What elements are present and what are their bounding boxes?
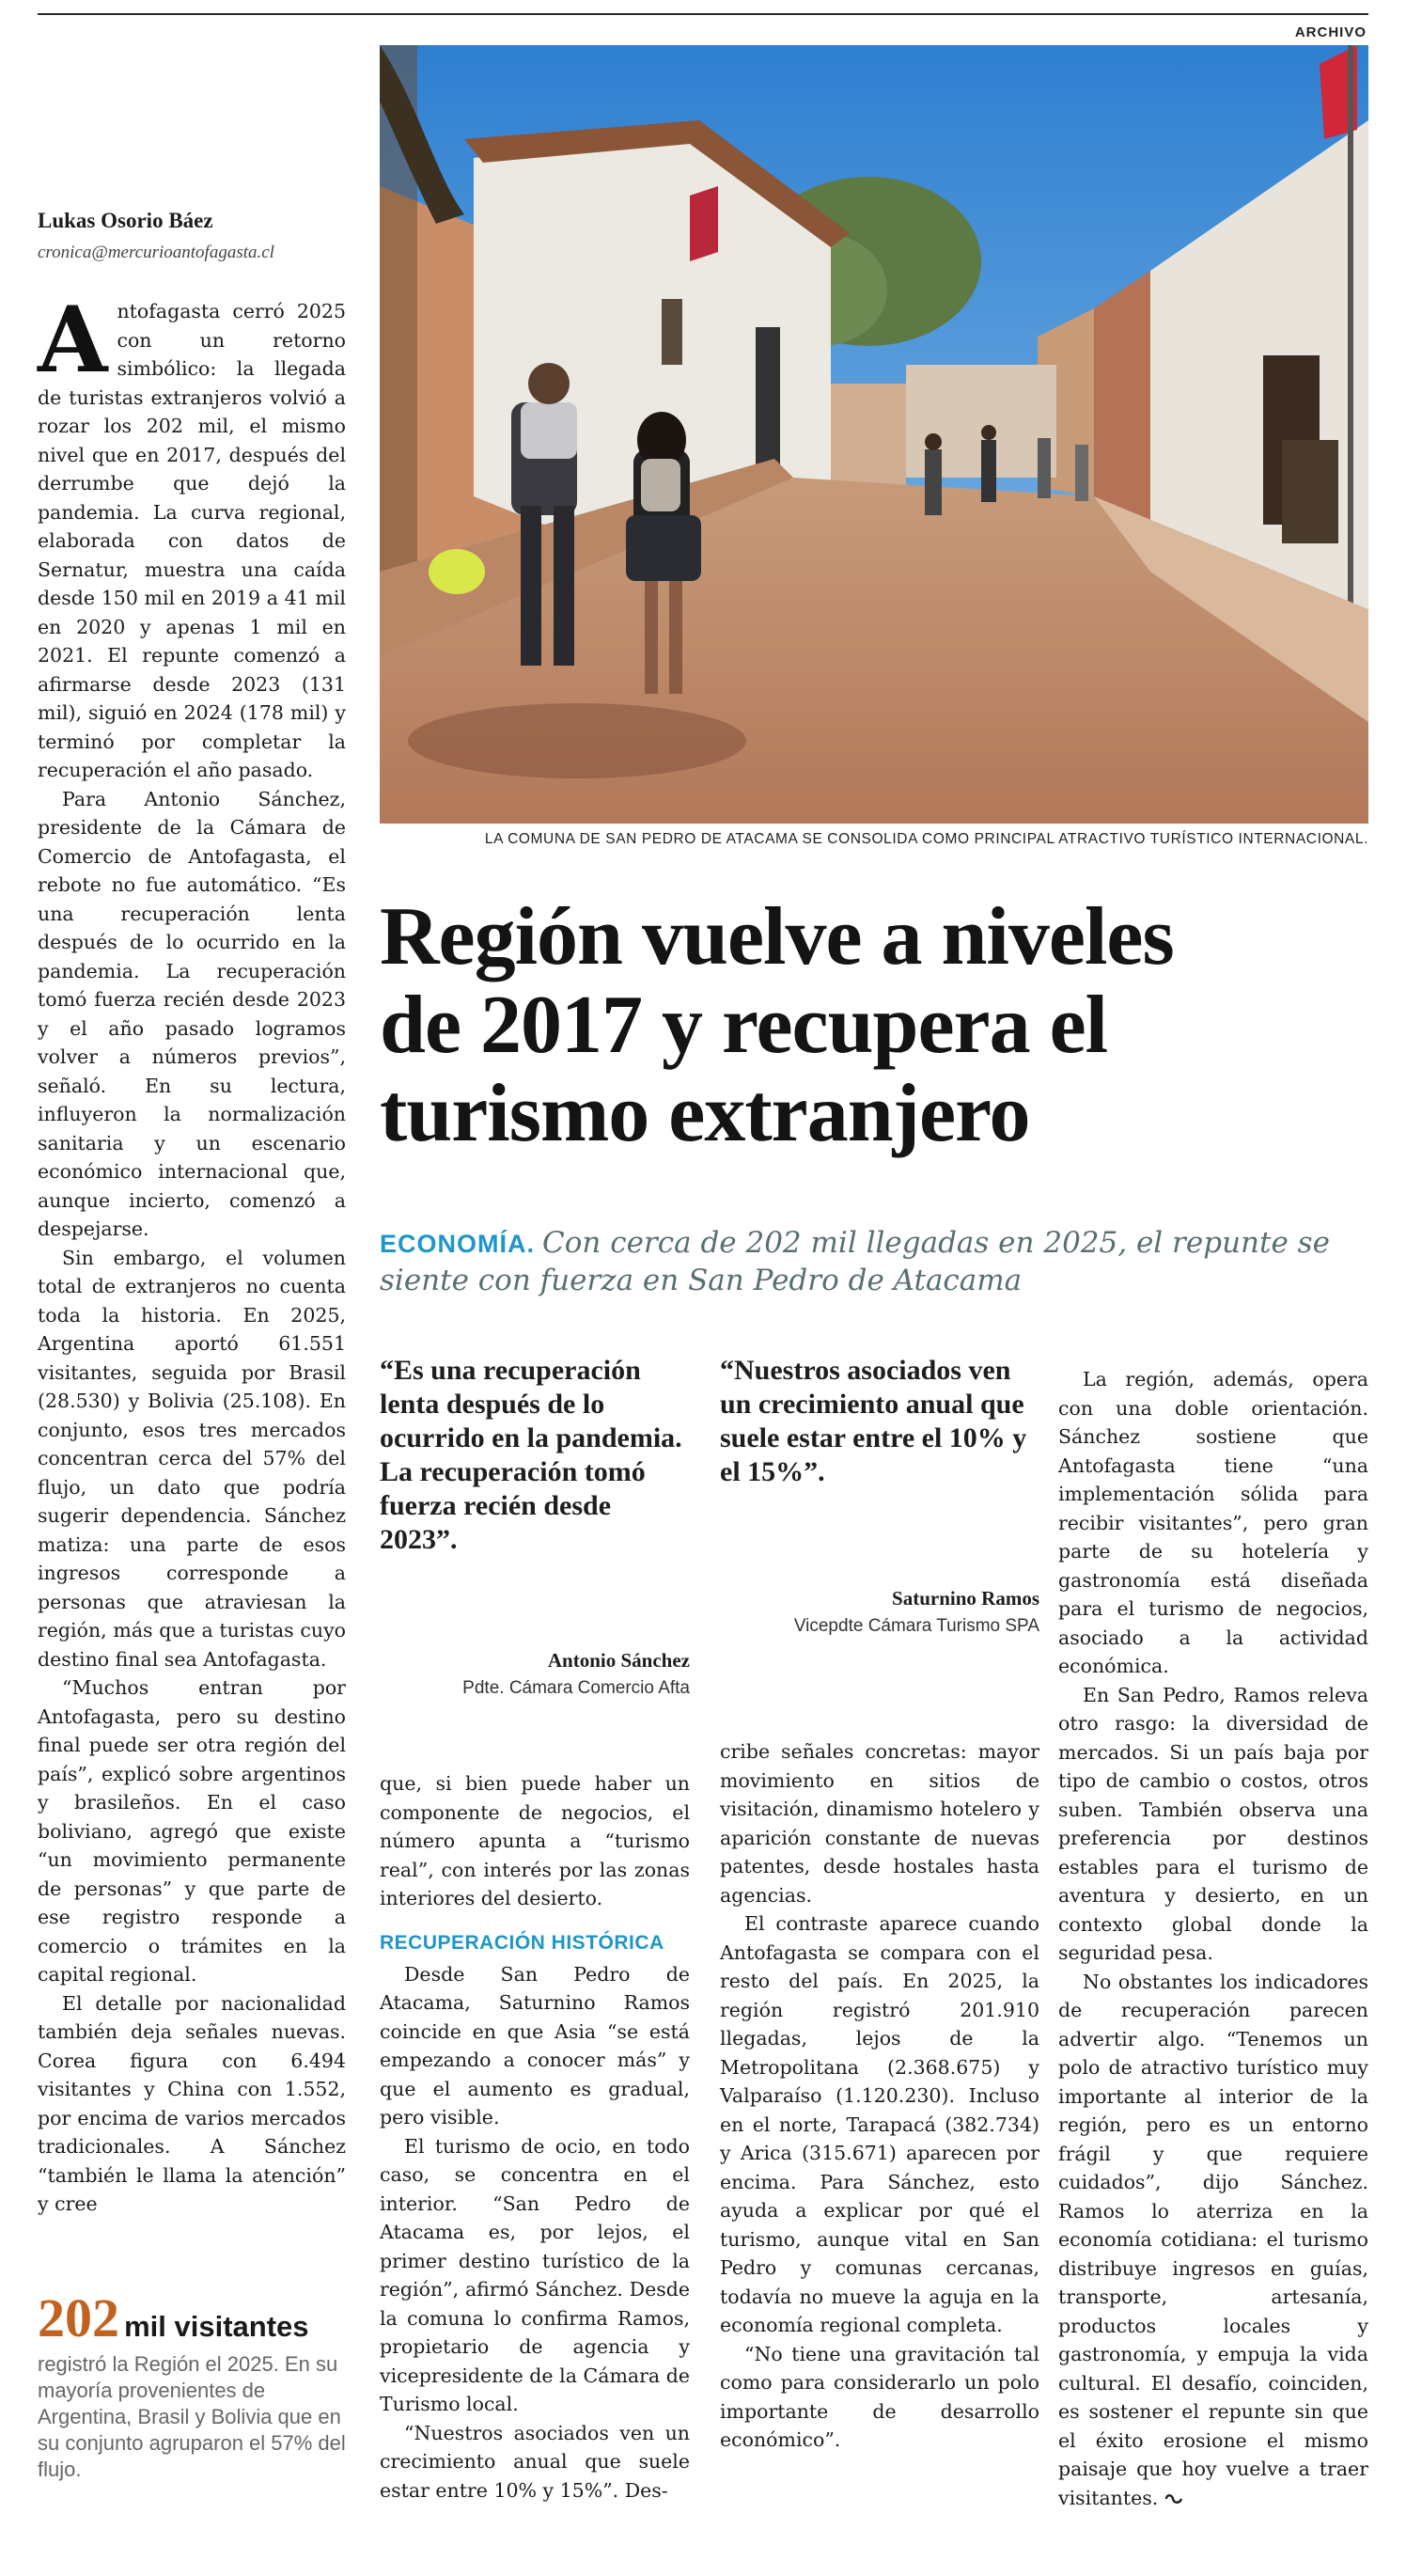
paragraph: El turismo de ocio, en todo caso, se concentra en el interior. “San Pedro de Atacama es, por lejos, el primer destino turístico de la región”, afirmó Sánchez. Desde la comuna lo confirma Ramos, propietario de agencia y vicepresidente de la Cámara de Turismo local. [380,2134,690,2415]
deck [380,1224,1368,1299]
paragraph: El detalle por nacionalidad también deja señales nuevas. Corea figura con 6.494 visitantes y China con 1.552, por encima de varios mercados tradicionales. A Sánchez “también le llama la atención” y cree [38,1991,346,2215]
headline [380,893,1376,1158]
pull-quote-1: “Es una recuperación lenta después de lo ocurrido en la pandemia. La recuperación tomó fuerza recién desde 2023”. [380,1355,682,1555]
top-rule [38,13,1368,15]
body-column-1 [38,287,346,2215]
paragraph: El contraste aparece cuando Antofagasta se compara con el resto del país. En 2025, la región registró 201.910 llegadas, lejos de la Metropolitana (2.368.675) y Valparaíso (1.120.230). Incluso en el norte, Tarapacá (382.734) y Arica (315.671) aparecen por encima. Para Sánchez, esto ayuda a explicar por qué el turismo, aunque vital en San Pedro y comunas cercanas, todavía no mueve la aguja en la economía regional completa. [720,1912,1039,2336]
stat-description: registró la Región el 2025. En su mayoría provenientes de Argentina, Brasil y Bolivia que en su conjunto agruparon el 57% del flujo. [38,2352,346,2481]
paragraph: Desde San Pedro de Atacama, Saturnino Ramos coincide en que Asia “se está empezando a conocer más” y que el aumento es gradual, pero visible. [380,1962,690,2128]
subheading: RECUPERACIÓN HISTÓRICA [380,1931,664,1954]
headline-line: de 2017 y recupera el [380,980,1108,1071]
closing-text: No obstantes los indicadores de recuperación parecen advertir algo. “Tenemos un polo de atractivo turístico muy importante al interior de la región, pero es un entorno frágil y que requiere cuidados”, dijo Sánchez. Ramos lo aterriza en la economía cotidiana: el turismo distribuye ingresos en guías, transporte, artesanía, productos locales y gastronomía, y empuja la vida cultural. El desafío, coinciden, es sostener el repunte sin que el éxito erosione el mismo paisaje que hoy vuelve a traer visitantes. [1058,1970,1368,2509]
headline-line: turismo extranjero [380,1068,1030,1159]
paragraph: que, si bien puede haber un componente de negocios, el número apunta a “turismo real”, con interés por las zonas interiores del desierto. [380,1772,690,1909]
deck-text: Con cerca de 202 mil llegadas en 2025, el repunte se siente con fuerza en San Pedro de Atacama [380,1226,1330,1297]
article-photo [380,45,1368,824]
body-column-2 [380,1769,690,2540]
drop-cap: A [38,287,108,393]
end-mark-icon [1164,2491,1183,2506]
section-kicker: ECONOMÍA. [380,1230,536,1258]
author-email[interactable]: cronica@mercurioantofagasta.cl [38,243,274,262]
body-column-3 [720,1737,1039,2546]
paragraph: “Muchos entran por Antofagasta, pero su destino final puede ser otra región del país”, explicó sobre argentinos y brasileños. En el caso boliviano, agregó que existe “un movimiento permanente de personas” y que parte de ese registro responde a comercio o trámites en la capital regional. [38,1676,346,1986]
paragraph: La región, además, opera con una doble orientación. Sánchez sostiene que Antofagasta tiene “una implementación sólida para recibir visitantes”, pero gran parte de su hotelería y gastronomía está diseñada para el turismo de negocios, asociado a la actividad económica. [1058,1368,1368,1677]
paragraph: Para Antonio Sánchez, presidente de la Cámara de Comercio de Antofagasta, el rebote no fue automático. “Es una recuperación lenta después de lo ocurrido en la pandemia. La recuperación tomó fuerza recién desde 2023 y el año pasado logramos volver a números previos”, señaló. En su lectura, influyeron la normalización sanitaria y un escenario económico internacional que, aunque incierto, comenzó a despejarse. [38,787,346,1240]
author-name: Lukas Osorio Báez [38,209,213,232]
stat-box [38,2286,346,2483]
photo-caption: LA COMUNA DE SAN PEDRO DE ATACAMA SE CONSOLIDA COMO PRINCIPAL ATRACTIVO TURÍSTICO INTERNACIONAL. [484,831,1368,847]
headline-line: Región vuelve a niveles [380,891,1174,982]
quote-author: Antonio Sánchez [547,1649,690,1672]
stat-unit: mil visitantes [124,2310,309,2343]
lead-paragraph [38,287,346,785]
quote-attribution-2 [720,1587,1039,1637]
photo-credit: ARCHIVO [1294,24,1367,40]
quote-attribution-1 [380,1649,690,1699]
paragraph: cribe señales concretas: mayor movimiento en sitios de visitación, dinamismo hotelero y aparición constante de nuevas patentes, desde hostales hasta agencias. [720,1740,1039,1907]
quote-author: Saturnino Ramos [892,1587,1039,1610]
paragraph: En San Pedro, Ramos releva otro rasgo: la diversidad de mercados. Si un país baja por tipo de cambio o costos, otros suben. También observa una preferencia por destinos estables para el turismo de aventura y desierto, en un contexto global donde la seguridad pesa. [1058,1683,1368,1964]
paragraph: “Nuestros asociados ven un crecimiento anual que suele estar entre 10% y 15%”. Des- [380,2421,690,2502]
stat-number: 202 [38,2287,119,2348]
pull-quote-2: “Nuestros asociados ven un crecimiento anual que suele estar entre el 10% y el 15%”. [720,1355,1027,1487]
paragraph: Sin embargo, el volumen total de extranjeros no cuenta toda la historia. En 2025, Argentina aportó 61.551 visitantes, seguida por Brasil (28.530) y Bolivia (25.108). En conjunto, esos tres mercados concentran cerca del 57% del flujo, un dato que podría sugerir dependencia. Sánchez matiza: una parte de esos ingresos corresponde a personas que atraviesan la región, más que a turistas cuyo destino final sea Antofagasta. [38,1246,346,1671]
quote-role: Vicepdte Cámara Turismo SPA [793,1616,1039,1636]
lead-text: ntofagasta cerró 2025 con un retorno simbólico: la llegada de turistas extranjeros volvió a rozar los 202 mil, el mismo nivel que en 2017, después del derrumbe que dejó la pandemia. La curva regional, elaborada con datos de Sernatur, muestra una caída desde 150 mil en 2019 a 41 mil en 2020 y apenas 1 mil en 2021. El repunte comenzó a afirmarse desde 2023 (131 mil), siguió en 2024 (178 mil) y terminó por completar la recuperación el año pasado. [38,300,346,781]
body-column-4 [1058,1365,1368,2546]
stat-headline [38,2286,346,2349]
quote-role: Pdte. Cámara Comercio Afta [462,1678,690,1698]
paragraph: “No tiene una gravitación tal como para considerarlo un polo importante de desarrollo económico”. [720,2342,1039,2451]
paragraph [1058,1968,1368,2513]
